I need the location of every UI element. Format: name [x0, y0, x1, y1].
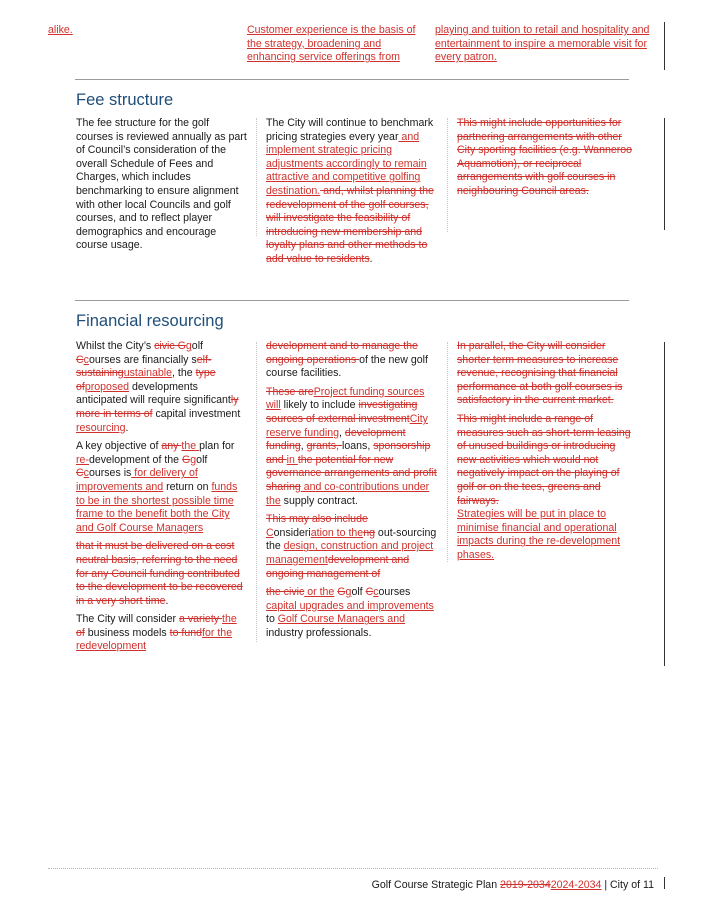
body-text: ourses is	[88, 467, 132, 480]
body-text: .	[369, 252, 373, 265]
inserted-text: Project funding sources will	[266, 385, 425, 412]
body-text: The fee structure for the golf courses is reviewed annually as part of Council’s consideration of the overall Schedule of Fees and Charges, which includes benchmarking to ensure alignment with other local Councils and golf courses, and to reflect player demographics and encourage course usage.	[76, 117, 247, 252]
deleted-text: G	[337, 586, 346, 599]
change-bar	[664, 118, 665, 230]
inserted-text: c	[373, 586, 379, 599]
deleted-text: C	[76, 467, 84, 480]
deleted-text: sponsorship and	[266, 440, 431, 466]
paragraph	[266, 340, 438, 381]
inserted-text: g	[185, 340, 192, 352]
section-title-financial-resourcing: Financial resourcing	[76, 312, 224, 330]
body-text: of the new golf course facilities.	[266, 353, 428, 380]
inserted-text: for delivery of improvements and	[76, 467, 198, 493]
column-divider	[256, 118, 257, 236]
inserted-text: Customer experience is the basis of the strategy, broadening and enhancing service offerings from	[247, 24, 416, 64]
deleted-text: type of	[76, 367, 216, 393]
inserted-text: capital upgrades and improvements	[266, 599, 434, 612]
section-divider	[75, 300, 629, 301]
body-text: return on	[163, 480, 212, 493]
inserted-text: or the	[304, 586, 335, 599]
inserted-text: playing and tuition to retail and hospitality and entertainment to inspire a memorable visit for every patron.	[435, 24, 650, 64]
deleted-text: the potential for new governance arrangements and profit sharing	[266, 453, 437, 493]
deleted-text: C	[365, 586, 374, 599]
deleted-text: to fund	[169, 626, 203, 639]
body-text: developments anticipated will require significant	[76, 380, 231, 407]
section-divider	[75, 79, 629, 80]
inserted-text: C	[266, 526, 274, 539]
body-text: olf	[351, 586, 366, 599]
body-text: loans,	[342, 440, 374, 453]
deleted-text: development and to manage the ongoing operations	[266, 340, 418, 366]
inserted-text: for the redevelopment	[76, 626, 233, 653]
inserted-text: and co-contributions under the	[266, 480, 430, 507]
body-text: out-sourcing the	[266, 526, 437, 553]
body-text: supply contract.	[280, 494, 358, 507]
deleted-text: elf-sustaining	[76, 353, 212, 380]
fee-col-1	[76, 117, 248, 258]
page-footer	[372, 879, 654, 891]
inserted-text: Golf Course Managers and	[277, 613, 405, 626]
deleted-text: In parallel, the City will consider shorter term measures to increase revenue, recognising that financial performance at both golf courses is satisfactory in the current market.	[457, 340, 623, 407]
paragraph	[76, 117, 248, 253]
fin-col-1	[76, 340, 248, 659]
change-bar	[664, 22, 665, 70]
column-divider	[447, 342, 448, 562]
fin-col-3	[457, 340, 633, 568]
paragraph	[76, 440, 248, 535]
deleted-text: C	[76, 353, 84, 366]
inserted-text: ation to the	[310, 526, 364, 539]
deleted-text: investigating sources of external investment	[266, 399, 418, 425]
inserted-text: g	[190, 453, 197, 466]
top-col-1	[48, 24, 218, 38]
paragraph	[266, 513, 438, 581]
inserted-text: Strategies will be put in place to minimise financial and operational impacts during the re-development phases.	[457, 508, 621, 561]
inserted-text: funds to be in the shortest possible time frame to the benefit both the City and Golf Course Managers	[76, 480, 238, 534]
paragraph	[76, 613, 248, 654]
inserted-text: re-	[76, 453, 89, 466]
body-text: ourses are financially s	[88, 353, 197, 366]
inserted-text: the	[222, 613, 237, 626]
paragraph	[266, 586, 438, 640]
deleted-text: a variety	[179, 613, 223, 626]
body-text: A key objective of	[76, 440, 162, 453]
body-text: .	[125, 421, 129, 434]
deleted-text: the civic	[266, 586, 305, 599]
body-text: .	[165, 594, 169, 607]
footer-divider	[48, 868, 658, 869]
deleted-text: This might include a range of measures such as short-term leasing of unused buildings or introducing new activities which would not negatively impact on the playing of golf or on the tees, greens and fairways.	[457, 412, 631, 507]
deleted-text: These are	[266, 385, 314, 398]
body-text: industry professionals.	[266, 626, 372, 639]
body-text: olf	[191, 340, 203, 352]
inserted-text: 2024-2034	[550, 879, 602, 891]
paragraph	[76, 340, 248, 435]
body-text: Whilst the City’s	[76, 340, 155, 352]
body-text: | City of 11	[601, 879, 654, 891]
inserted-text: alike.	[48, 24, 73, 36]
inserted-text: and implement strategic pricing adjustments accordingly to remain attractive and competitive golfing destination.	[266, 130, 427, 197]
deleted-text: ng	[363, 526, 375, 539]
deleted-text: grants,	[306, 440, 342, 453]
inserted-text: c	[83, 467, 89, 480]
deleted-text: This may also include	[266, 513, 368, 526]
deleted-text: G	[182, 453, 191, 466]
inserted-text: design, construction and project management	[266, 540, 434, 566]
change-bar	[664, 877, 665, 889]
paragraph	[76, 540, 248, 608]
body-text: ,	[339, 426, 345, 439]
deleted-text: any	[161, 440, 182, 453]
deleted-text: ly more in terms of	[76, 394, 239, 420]
deleted-text: civic G	[154, 340, 186, 352]
inserted-text: in	[286, 453, 298, 466]
paragraph	[457, 413, 633, 563]
deleted-text: of	[76, 626, 85, 639]
paragraph	[266, 386, 438, 508]
fin-col-2	[266, 340, 438, 645]
body-text: olf	[196, 453, 208, 466]
body-text: ,	[300, 440, 307, 453]
body-text: Golf Course Strategic Plan	[371, 879, 501, 891]
deleted-text: 2019-2034	[500, 879, 551, 891]
inserted-text: ustainable	[123, 367, 173, 380]
deleted-text: that it must be delivered on a cost neutral basis, referring to the need for any Council funding contributed to the development to be recovered in a very short time	[76, 540, 243, 607]
top-col-2	[247, 24, 422, 65]
body-text: development of the	[88, 453, 183, 466]
column-divider	[256, 342, 257, 642]
body-text: , the	[172, 367, 196, 380]
change-bar	[664, 342, 665, 666]
body-text: to	[266, 613, 278, 626]
inserted-text: City reserve funding	[266, 412, 428, 439]
deleted-text: and, whilst planning the redevelopment of the golf courses, will investigate the feasibility of introducing new membership and loyalty plans and other methods to add value to residents	[266, 184, 434, 265]
body-text: capital investment	[152, 407, 241, 420]
paragraph	[457, 117, 633, 199]
inserted-text: g	[345, 586, 352, 599]
paragraph	[457, 340, 633, 408]
body-text: The City will consider	[76, 613, 180, 626]
body-text: business models	[84, 626, 170, 639]
column-divider	[447, 118, 448, 232]
inserted-text: resourcing	[76, 421, 126, 434]
body-text: onsideri	[273, 526, 311, 539]
body-text: ourses	[378, 586, 411, 599]
fee-col-3	[457, 117, 633, 204]
paragraph	[266, 117, 438, 267]
body-text: likely to include	[280, 399, 359, 412]
fee-col-2	[266, 117, 438, 272]
deleted-text: This might include opportunities for partnering arrangements with other City sporting facilities (e.g. Wanneroo Aquamotion), or reciprocal arrangements with golf courses in neighbouring Council areas.	[457, 117, 633, 197]
inserted-text: c	[83, 353, 89, 366]
body-text: plan for	[199, 440, 235, 453]
deleted-text: development and ongoing management of	[266, 553, 410, 580]
body-text: The City will continue to benchmark pricing strategies every year	[266, 117, 434, 143]
section-title-fee-structure: Fee structure	[76, 91, 174, 109]
deleted-text: development funding	[266, 426, 406, 453]
inserted-text: the	[181, 440, 200, 453]
inserted-text: proposed	[84, 380, 130, 393]
top-col-3	[435, 24, 657, 65]
